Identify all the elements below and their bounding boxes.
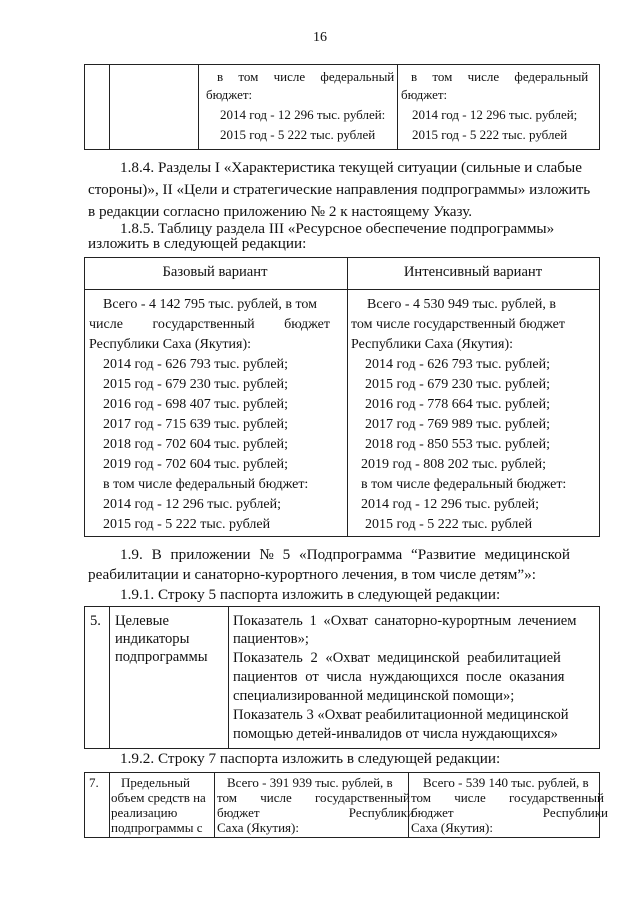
table-cell-line: 2015 год - 679 230 тыс. рублей; (365, 377, 551, 392)
row-label-line: индикаторы (115, 631, 190, 647)
table-cell-line: в том числе федеральный бюджет: (103, 477, 309, 492)
table-cell-line: Всего - 539 140 тыс. рублей, в (423, 775, 589, 790)
table-divider (109, 607, 110, 748)
row-label-line: подпрограммы с (111, 820, 203, 835)
table-cell-line: пациентов»; (233, 631, 309, 647)
passport-row-7-table (84, 772, 609, 838)
table-cell-line: бюджет Республики (217, 805, 415, 820)
table-cell-line: в том числе федеральный бюджет: (361, 477, 567, 492)
resource-table (84, 257, 600, 537)
table-cell-line: пациентов от числа нуждающихся после оказания (233, 669, 565, 685)
table-cell-line: том числе государственный (411, 790, 604, 805)
table-cell-line: 2015 год - 5 222 тыс. рублей (412, 127, 568, 142)
paragraph-line: 1.8.5. Таблицу раздела III «Ресурсное обеспечение подпрограммы» (120, 220, 555, 237)
table-cell-line: 2018 год - 850 553 тыс. рублей; (365, 437, 551, 452)
paragraph-line: 1.9.2. Строку 7 паспорта изложить в следующей редакции: (120, 750, 501, 767)
paragraph-line: в редакции согласно приложению № 2 к настоящему Указу. (88, 203, 473, 220)
table-divider (228, 607, 229, 748)
table-cell-line: 2014 год - 12 296 тыс. рублей; (361, 497, 540, 512)
table-cell-line: Показатель 3 «Охват реабилитационной медицинской (233, 707, 569, 723)
budget-table-continuation (84, 64, 600, 150)
table-cell-line: помощью детей-инвалидов от числа нуждающихся» (233, 726, 558, 742)
row-number: 7. (89, 775, 99, 790)
table-divider (109, 65, 110, 149)
passport-row-5-table (84, 606, 600, 749)
table-divider (198, 65, 199, 149)
table-cell-line: 2015 год - 679 230 тыс. рублей; (103, 377, 289, 392)
table-cell-line: 2017 год - 769 989 тыс. рублей; (365, 417, 551, 432)
paragraph-line: стороны)», II «Цели и стратегические направления подпрограммы» изложить (88, 181, 591, 198)
table-cell-line: 2014 год - 626 793 тыс. рублей; (365, 357, 551, 372)
table-cell-line: 2016 год - 778 664 тыс. рублей; (365, 397, 551, 412)
table-divider (214, 773, 215, 837)
table-cell-line: числе государственный бюджет (89, 317, 330, 332)
table-cell-line: в том числе федеральный (217, 69, 395, 84)
table-cell-line: Республики Саха (Якутия): (351, 337, 514, 352)
table-cell-line: 2015 год - 5 222 тыс. рублей (220, 127, 376, 142)
table-divider (85, 289, 599, 290)
table-cell-line: Саха (Якутия): (411, 820, 493, 835)
table-cell-line: 2019 год - 808 202 тыс. рублей; (361, 457, 547, 472)
table-divider (347, 258, 348, 536)
row-label-line: реализацию (111, 805, 178, 820)
table-cell-line: 2015 год - 5 222 тыс. рублей (103, 517, 271, 532)
paragraph-line: реабилитации и санаторно-курортного лечения, в том числе детям”»: (88, 566, 536, 583)
row-label-line: Целевые (115, 613, 169, 629)
paragraph-line: 1.8.4. Разделы I «Характеристика текущей ситуации (сильные и слабые (120, 159, 582, 176)
table-cell-line: Всего - 4 530 949 тыс. рублей, в (367, 297, 556, 312)
table-cell-line: 2014 год - 626 793 тыс. рублей; (103, 357, 289, 372)
page-number: 16 (313, 30, 327, 45)
table-divider (397, 65, 398, 149)
table-cell-line: Показатель 2 «Охват медицинской реабилитацией (233, 650, 561, 666)
column-header-intensive: Интенсивный вариант (403, 264, 543, 280)
table-cell-line: Республики Саха (Якутия): (89, 337, 252, 352)
table-cell-line: бюджет Республики (411, 805, 609, 820)
table-cell-line: Показатель 1 «Охват санаторно-курортным лечением (233, 613, 577, 629)
table-cell-line: 2019 год - 702 604 тыс. рублей; (103, 457, 289, 472)
table-cell-line: бюджет: (401, 87, 448, 102)
table-cell-line: Всего - 4 142 795 тыс. рублей, в том (103, 297, 317, 312)
paragraph-line: изложить в следующей редакции: (88, 235, 307, 252)
table-cell-line: том числе государственный бюджет (351, 317, 565, 332)
table-cell-line: Всего - 391 939 тыс. рублей, в (227, 775, 393, 790)
table-cell-line: Саха (Якутия): (217, 820, 299, 835)
table-cell-line: в том числе федеральный (411, 69, 589, 84)
table-divider (109, 773, 110, 837)
row-label-line: подпрограммы (115, 649, 208, 665)
table-cell-line: 2014 год - 12 296 тыс. рублей; (412, 107, 578, 122)
paragraph-line: 1.9. В приложении № 5 «Подпрограмма “Развитие медицинской (120, 546, 571, 563)
table-cell-line: 2018 год - 702 604 тыс. рублей; (103, 437, 289, 452)
row-label-line: Предельный (121, 775, 190, 790)
row-number: 5. (90, 613, 101, 629)
table-cell-line: 2015 год - 5 222 тыс. рублей (365, 517, 533, 532)
table-cell-line: бюджет: (206, 87, 253, 102)
table-cell-line: 2014 год - 12 296 тыс. рублей: (220, 107, 386, 122)
table-cell-line: 2017 год - 715 639 тыс. рублей; (103, 417, 289, 432)
table-cell-line: 2016 год - 698 407 тыс. рублей; (103, 397, 289, 412)
table-cell-line: специализированной медицинской помощи»; (233, 688, 515, 704)
row-label-line: объем средств на (111, 790, 206, 805)
paragraph-line: 1.9.1. Строку 5 паспорта изложить в следующей редакции: (120, 586, 501, 603)
column-header-basic: Базовый вариант (162, 264, 268, 280)
table-cell-line: 2014 год - 12 296 тыс. рублей; (103, 497, 282, 512)
table-cell-line: том числе государственный (217, 790, 410, 805)
